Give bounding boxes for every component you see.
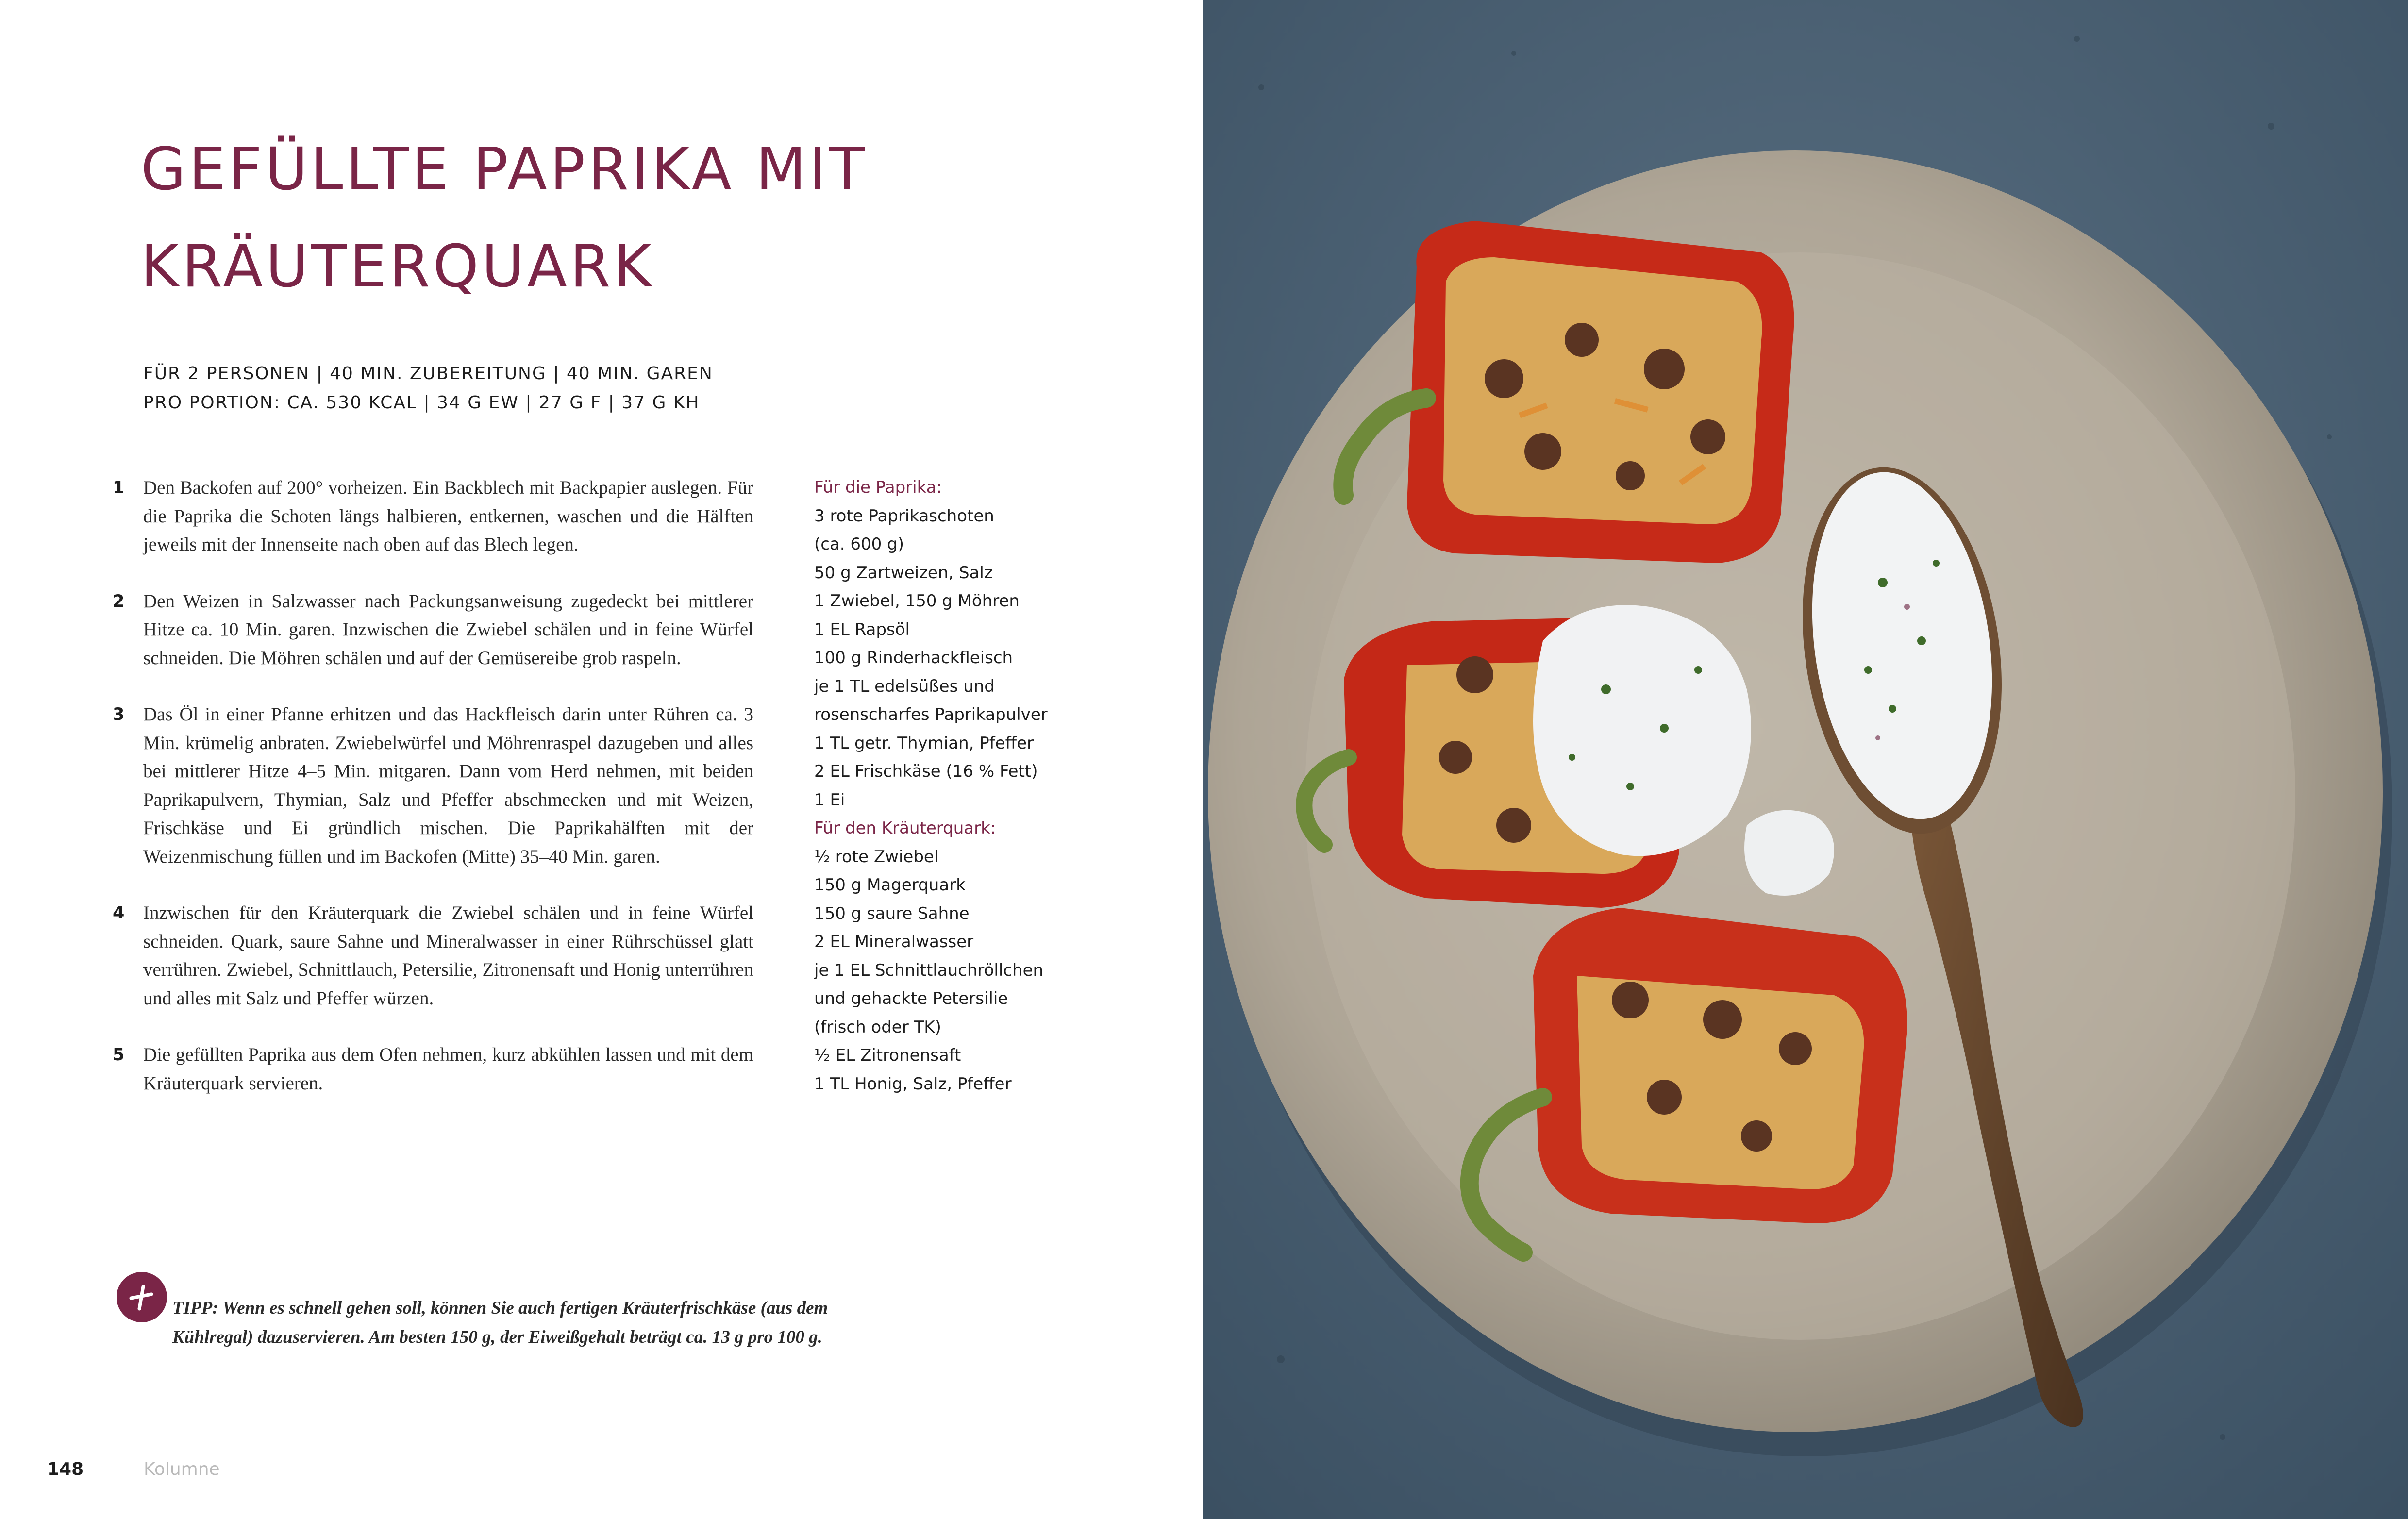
ingredient-heading-paprika: Für die Paprika: — [814, 478, 942, 497]
quark-dollop — [1533, 605, 1751, 856]
servings-times: FÜR 2 PERSONEN | 40 MIN. ZUBEREITUNG | 40 MIN. GAREN — [143, 364, 713, 384]
ingredient-item: je 1 TL edelsüßes und — [814, 676, 995, 696]
ingredient-item: 1 Ei — [814, 790, 845, 810]
ingredient-item: 1 Zwiebel, 150 g Möhren — [814, 591, 1020, 611]
ingredient-item: ½ EL Zitronensaft — [814, 1046, 961, 1065]
ingredient-item: (ca. 600 g) — [814, 534, 904, 554]
step-number: 1 — [113, 478, 125, 498]
step-text: Den Backofen auf 200° vorheizen. Ein Backblech mit Backpapier auslegen. Für die Paprika die Schoten längs halbieren, entkernen, waschen und die Hälften jeweils mit der Innenseite nach oben auf das Blech legen. — [143, 477, 753, 555]
left-page — [0, 0, 1203, 1519]
ingredient-item: 3 rote Paprikaschoten — [814, 506, 994, 526]
ingredient-item: 1 TL Honig, Salz, Pfeffer — [814, 1074, 1012, 1094]
step-number: 4 — [113, 903, 125, 923]
ingredient-item: 150 g saure Sahne — [814, 903, 970, 923]
ingredient-item: 50 g Zartweizen, Salz — [814, 563, 993, 583]
recipe-meta — [143, 359, 871, 417]
step — [113, 899, 753, 1013]
title-line-1: GEFÜLLTE PAPRIKA MIT — [141, 136, 868, 203]
ingredient-item: und gehackte Petersilie — [814, 989, 1008, 1008]
recipe-title — [141, 121, 1112, 316]
step — [113, 1041, 753, 1098]
ingredient-item: 1 TL getr. Thymian, Pfeffer — [814, 733, 1034, 753]
step-text: Die gefüllten Paprika aus dem Ofen nehmen, kurz abkühlen lassen und mit dem Kräuterquark servieren. — [143, 1044, 753, 1094]
nutrition-info: PRO PORTION: CA. 530 KCAL | 34 G EW | 27 G F | 37 G KH — [143, 393, 700, 413]
step — [113, 474, 753, 559]
ingredient-item: (frisch oder TK) — [814, 1017, 941, 1037]
ingredient-heading-quark: Für den Kräuterquark: — [814, 818, 996, 838]
instruction-steps — [113, 474, 753, 1126]
step-text: Den Weizen in Salzwasser nach Packungsanweisung zugedeckt bei mittlerer Hitze ca. 10 Min. garen. Inzwischen die Zwiebel schälen und in feine Würfel schneiden. Die Möhren schälen und auf der Gemüsereibe grob raspeln. — [143, 590, 753, 668]
ingredient-item: ½ rote Zwiebel — [814, 847, 939, 867]
food-photo — [1203, 0, 2408, 1519]
ingredient-list — [814, 473, 1105, 1098]
step — [113, 587, 753, 673]
ingredient-item: 2 EL Frischkäse (16 % Fett) — [814, 762, 1038, 781]
step-number: 3 — [113, 705, 125, 724]
step-text: Inzwischen für den Kräuterquark die Zwiebel schälen und in feine Würfel schneiden. Quark, saure Sahne und Mineralwasser in einer Rührschüssel glatt verrühren. Zwiebel, Schnittlauch, Petersilie, Zitronensaft und Honig unterrühren und alles mit Salz und Pfeffer würzen. — [143, 902, 753, 1009]
ingredient-item: 150 g Magerquark — [814, 875, 966, 895]
title-line-2: KRÄUTERQUARK — [141, 233, 655, 300]
section-label: Kolumne — [144, 1459, 220, 1479]
page-number: 148 — [47, 1459, 84, 1479]
step — [113, 701, 753, 871]
tip-text: TIPP: Wenn es schnell gehen soll, können Sie auch fertigen Kräuterfrischkäse (aus dem Kühlregal) dazuservieren. Am besten 150 g, der Eiweißgehalt beträgt ca. 13 g pro 100 g. — [172, 1298, 828, 1347]
step-text: Das Öl in einer Pfanne erhitzen und das Hackfleisch darin unter Rühren ca. 3 Min. krümelig anbraten. Zwiebelwürfel und Möhrenraspel dazugeben und alles bei mittlerer Hitze 4–5 Min. mitgaren. Dann vom Herd nehmen, mit beiden Paprikapulvern, Thymian, Salz und Pfeffer abschmecken und mit Weizen, Frischkäse und Ei gründlich mischen. Die Paprikahälften mit der Weizenmischung füllen und im Backofen (Mitte) 35–40 Min. garen. — [143, 704, 753, 867]
ingredient-item: rosenscharfes Paprikapulver — [814, 705, 1048, 724]
step-number: 2 — [113, 591, 125, 611]
ingredient-item: 1 EL Rapsöl — [814, 619, 910, 639]
step-number: 5 — [113, 1045, 125, 1065]
ingredient-item: 2 EL Mineralwasser — [814, 932, 974, 951]
ingredient-item: je 1 EL Schnittlauchröllchen — [814, 960, 1044, 980]
plus-icon — [117, 1272, 167, 1322]
ingredient-item: 100 g Rinderhackfleisch — [814, 648, 1013, 668]
